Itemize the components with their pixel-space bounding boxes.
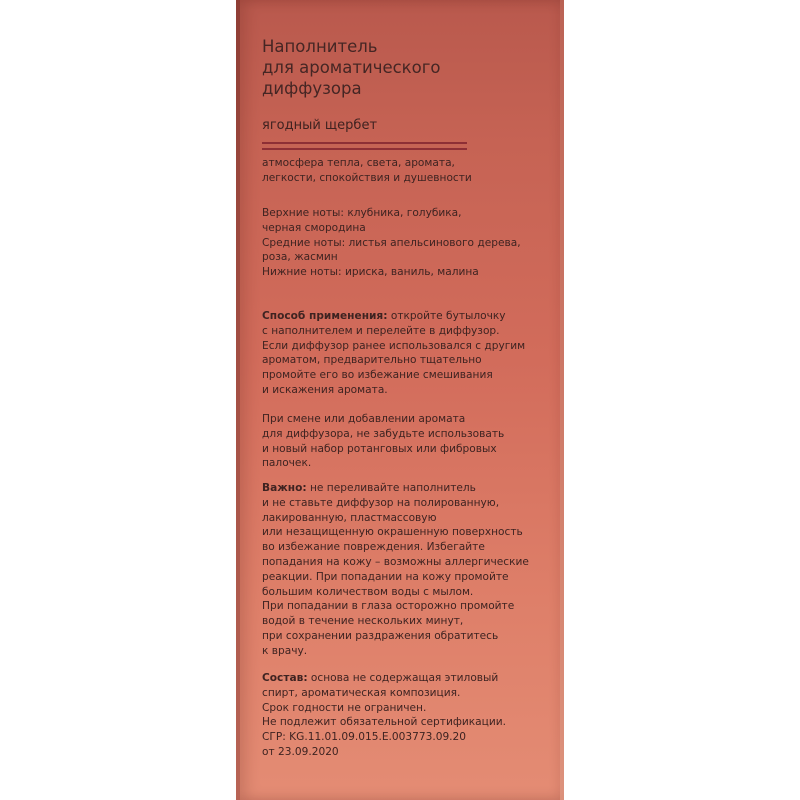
change-line: палочек.: [262, 457, 312, 470]
usage-line: ароматом, предварительно тщательно: [262, 354, 482, 367]
warning-line: попадания на кожу – возможны аллергические: [262, 555, 529, 568]
warning-label: Важно:: [262, 482, 307, 494]
tagline: [262, 156, 472, 186]
composition-label: Состав:: [262, 672, 308, 684]
usage-line: с наполнителем и перелейте в диффузор.: [262, 324, 500, 337]
warning-line: При попадании в глаза осторожно промойте: [262, 600, 515, 613]
title-line: для ароматического: [262, 58, 441, 77]
composition-line: Срок годности не ограничен.: [262, 701, 427, 714]
tagline-line: легкости, спокойствия и душевности: [262, 171, 472, 184]
scent-name: ягодный щербет: [262, 118, 378, 133]
usage-line: Если диффузор ранее использовался с другим: [262, 339, 526, 352]
warning-line: при сохранении раздражения обратитесь: [262, 629, 499, 642]
change-advice: [262, 412, 504, 471]
warning-line: во избежание повреждения. Избегайте: [262, 541, 485, 554]
usage-line: промойте его во избежание смешивания: [262, 369, 493, 382]
divider-line: [262, 142, 467, 144]
warning-line: водой в течение нескольких минут,: [262, 615, 464, 628]
usage-first-text: откройте бутылочку: [387, 310, 506, 322]
title-line: Наполнитель: [262, 37, 378, 56]
notes-line: Средние ноты: листья апельсинового дерева,: [262, 236, 521, 249]
usage-label: Способ применения:: [262, 310, 388, 322]
usage-line: и искажения аромата.: [262, 383, 388, 396]
warning-line: лакированную, пластмассовую: [262, 511, 437, 524]
warning-line: большим количеством воды с мылом.: [262, 585, 474, 598]
notes-line: черная смородина: [262, 221, 366, 234]
composition-section: [262, 671, 506, 760]
change-line: и новый набор ротанговых или фибровых: [262, 442, 497, 455]
notes-line: Нижние ноты: ириска, ваниль, малина: [262, 266, 479, 279]
change-line: для диффузора, не забудьте использовать: [262, 427, 505, 440]
warning-section: [262, 481, 529, 659]
warning-line: и не ставьте диффузор на полированную,: [262, 496, 500, 509]
warning-line: или незащищенную окрашенную поверхность: [262, 526, 523, 539]
composition-first-text: основа не содержащая этиловый: [307, 672, 499, 684]
composition-first-line: [262, 671, 506, 686]
composition-line: спирт, ароматическая композиция.: [262, 686, 461, 699]
notes-line: роза, жасмин: [262, 251, 338, 264]
tagline-line: атмосфера тепла, света, аромата,: [262, 157, 455, 169]
product-title: [262, 36, 522, 99]
warning-first-text: не переливайте наполнитель: [306, 482, 476, 494]
warning-line: к врачу.: [262, 644, 308, 657]
change-line: При смене или добавлении аромата: [262, 413, 466, 425]
composition-line: СГР: KG.11.01.09.015.Е.003773.09.20: [262, 731, 467, 744]
fragrance-notes: [262, 206, 521, 280]
title-line: диффузора: [262, 79, 362, 98]
warning-first-line: [262, 481, 529, 496]
divider-line: [262, 148, 467, 150]
warning-line: реакции. При попадании на кожу промойте: [262, 570, 509, 583]
box-left-edge: [236, 0, 240, 800]
box-right-edge: [560, 0, 564, 800]
usage-first-line: [262, 309, 525, 324]
composition-line: Не подлежит обязательной сертификации.: [262, 716, 507, 729]
composition-line: от 23.09.2020: [262, 745, 339, 758]
notes-line: Верхние ноты: клубника, голубика,: [262, 207, 462, 219]
usage-instructions: [262, 309, 525, 398]
